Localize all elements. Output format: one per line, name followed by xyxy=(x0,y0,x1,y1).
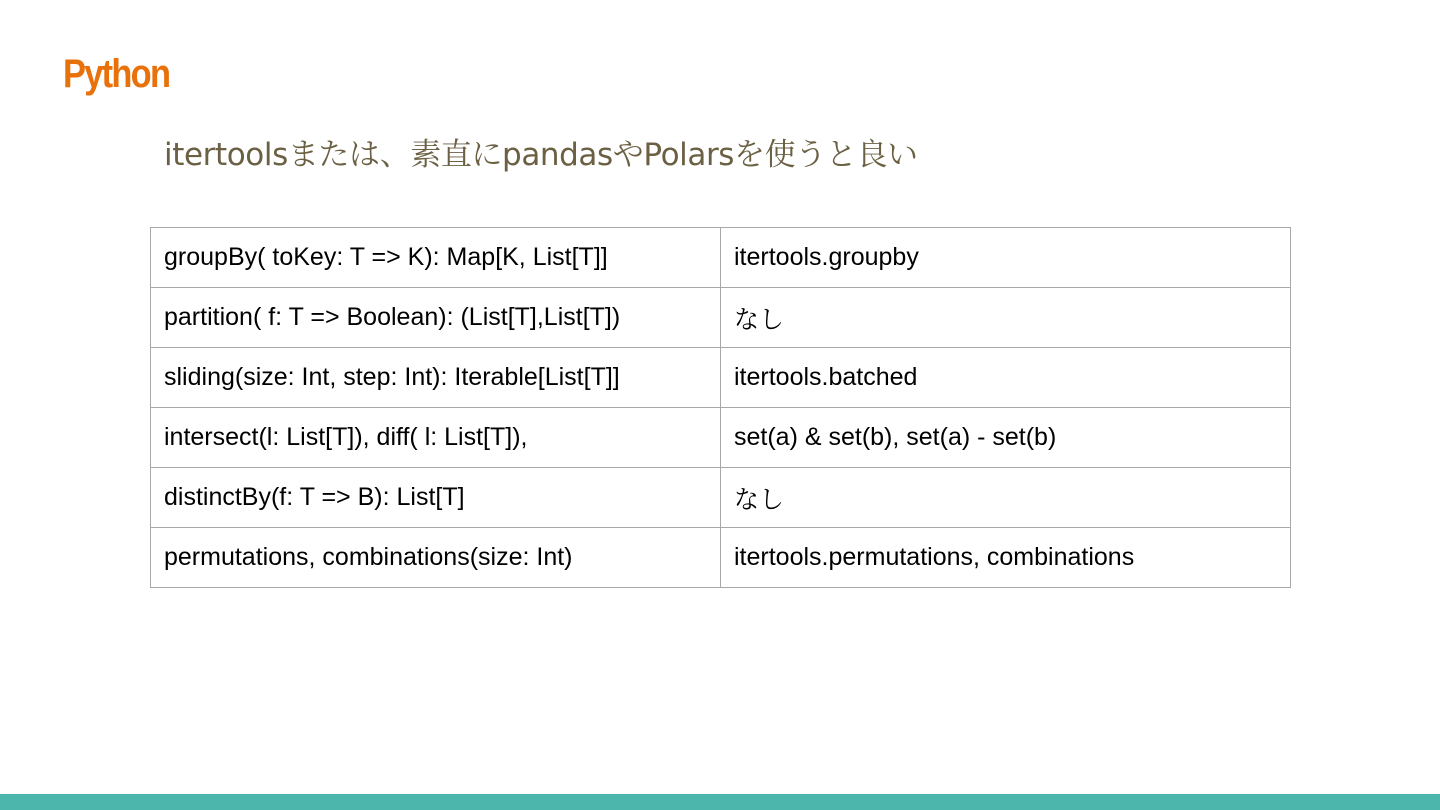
slide-title: Python xyxy=(63,52,170,96)
python-equivalent-cell: なし xyxy=(721,468,1291,528)
python-equivalent-cell: itertools.groupby xyxy=(721,228,1291,288)
table-row xyxy=(151,288,1291,348)
table-row xyxy=(151,408,1291,468)
comparison-table xyxy=(150,227,1291,588)
bottom-accent-bar xyxy=(0,794,1440,810)
python-equivalent-cell: set(a) & set(b), set(a) - set(b) xyxy=(721,408,1291,468)
python-equivalent-cell: itertools.permutations, combinations xyxy=(721,528,1291,588)
python-equivalent-cell: itertools.batched xyxy=(721,348,1291,408)
scala-method-cell: groupBy( toKey: T => K): Map[K, List[T]] xyxy=(151,228,721,288)
slide-subtitle: itertoolsまたは、素直にpandasやPolarsを使うと良い xyxy=(164,137,918,173)
table-row xyxy=(151,228,1291,288)
scala-method-cell: intersect(l: List[T]), diff( l: List[T]), xyxy=(151,408,721,468)
python-equivalent-cell: なし xyxy=(721,288,1291,348)
table-row xyxy=(151,528,1291,588)
table-row xyxy=(151,468,1291,528)
table-row xyxy=(151,348,1291,408)
scala-method-cell: partition( f: T => Boolean): (List[T],List[T]) xyxy=(151,288,721,348)
scala-method-cell: distinctBy(f: T => B): List[T] xyxy=(151,468,721,528)
scala-method-cell: permutations, combinations(size: Int) xyxy=(151,528,721,588)
scala-method-cell: sliding(size: Int, step: Int): Iterable[List[T]] xyxy=(151,348,721,408)
